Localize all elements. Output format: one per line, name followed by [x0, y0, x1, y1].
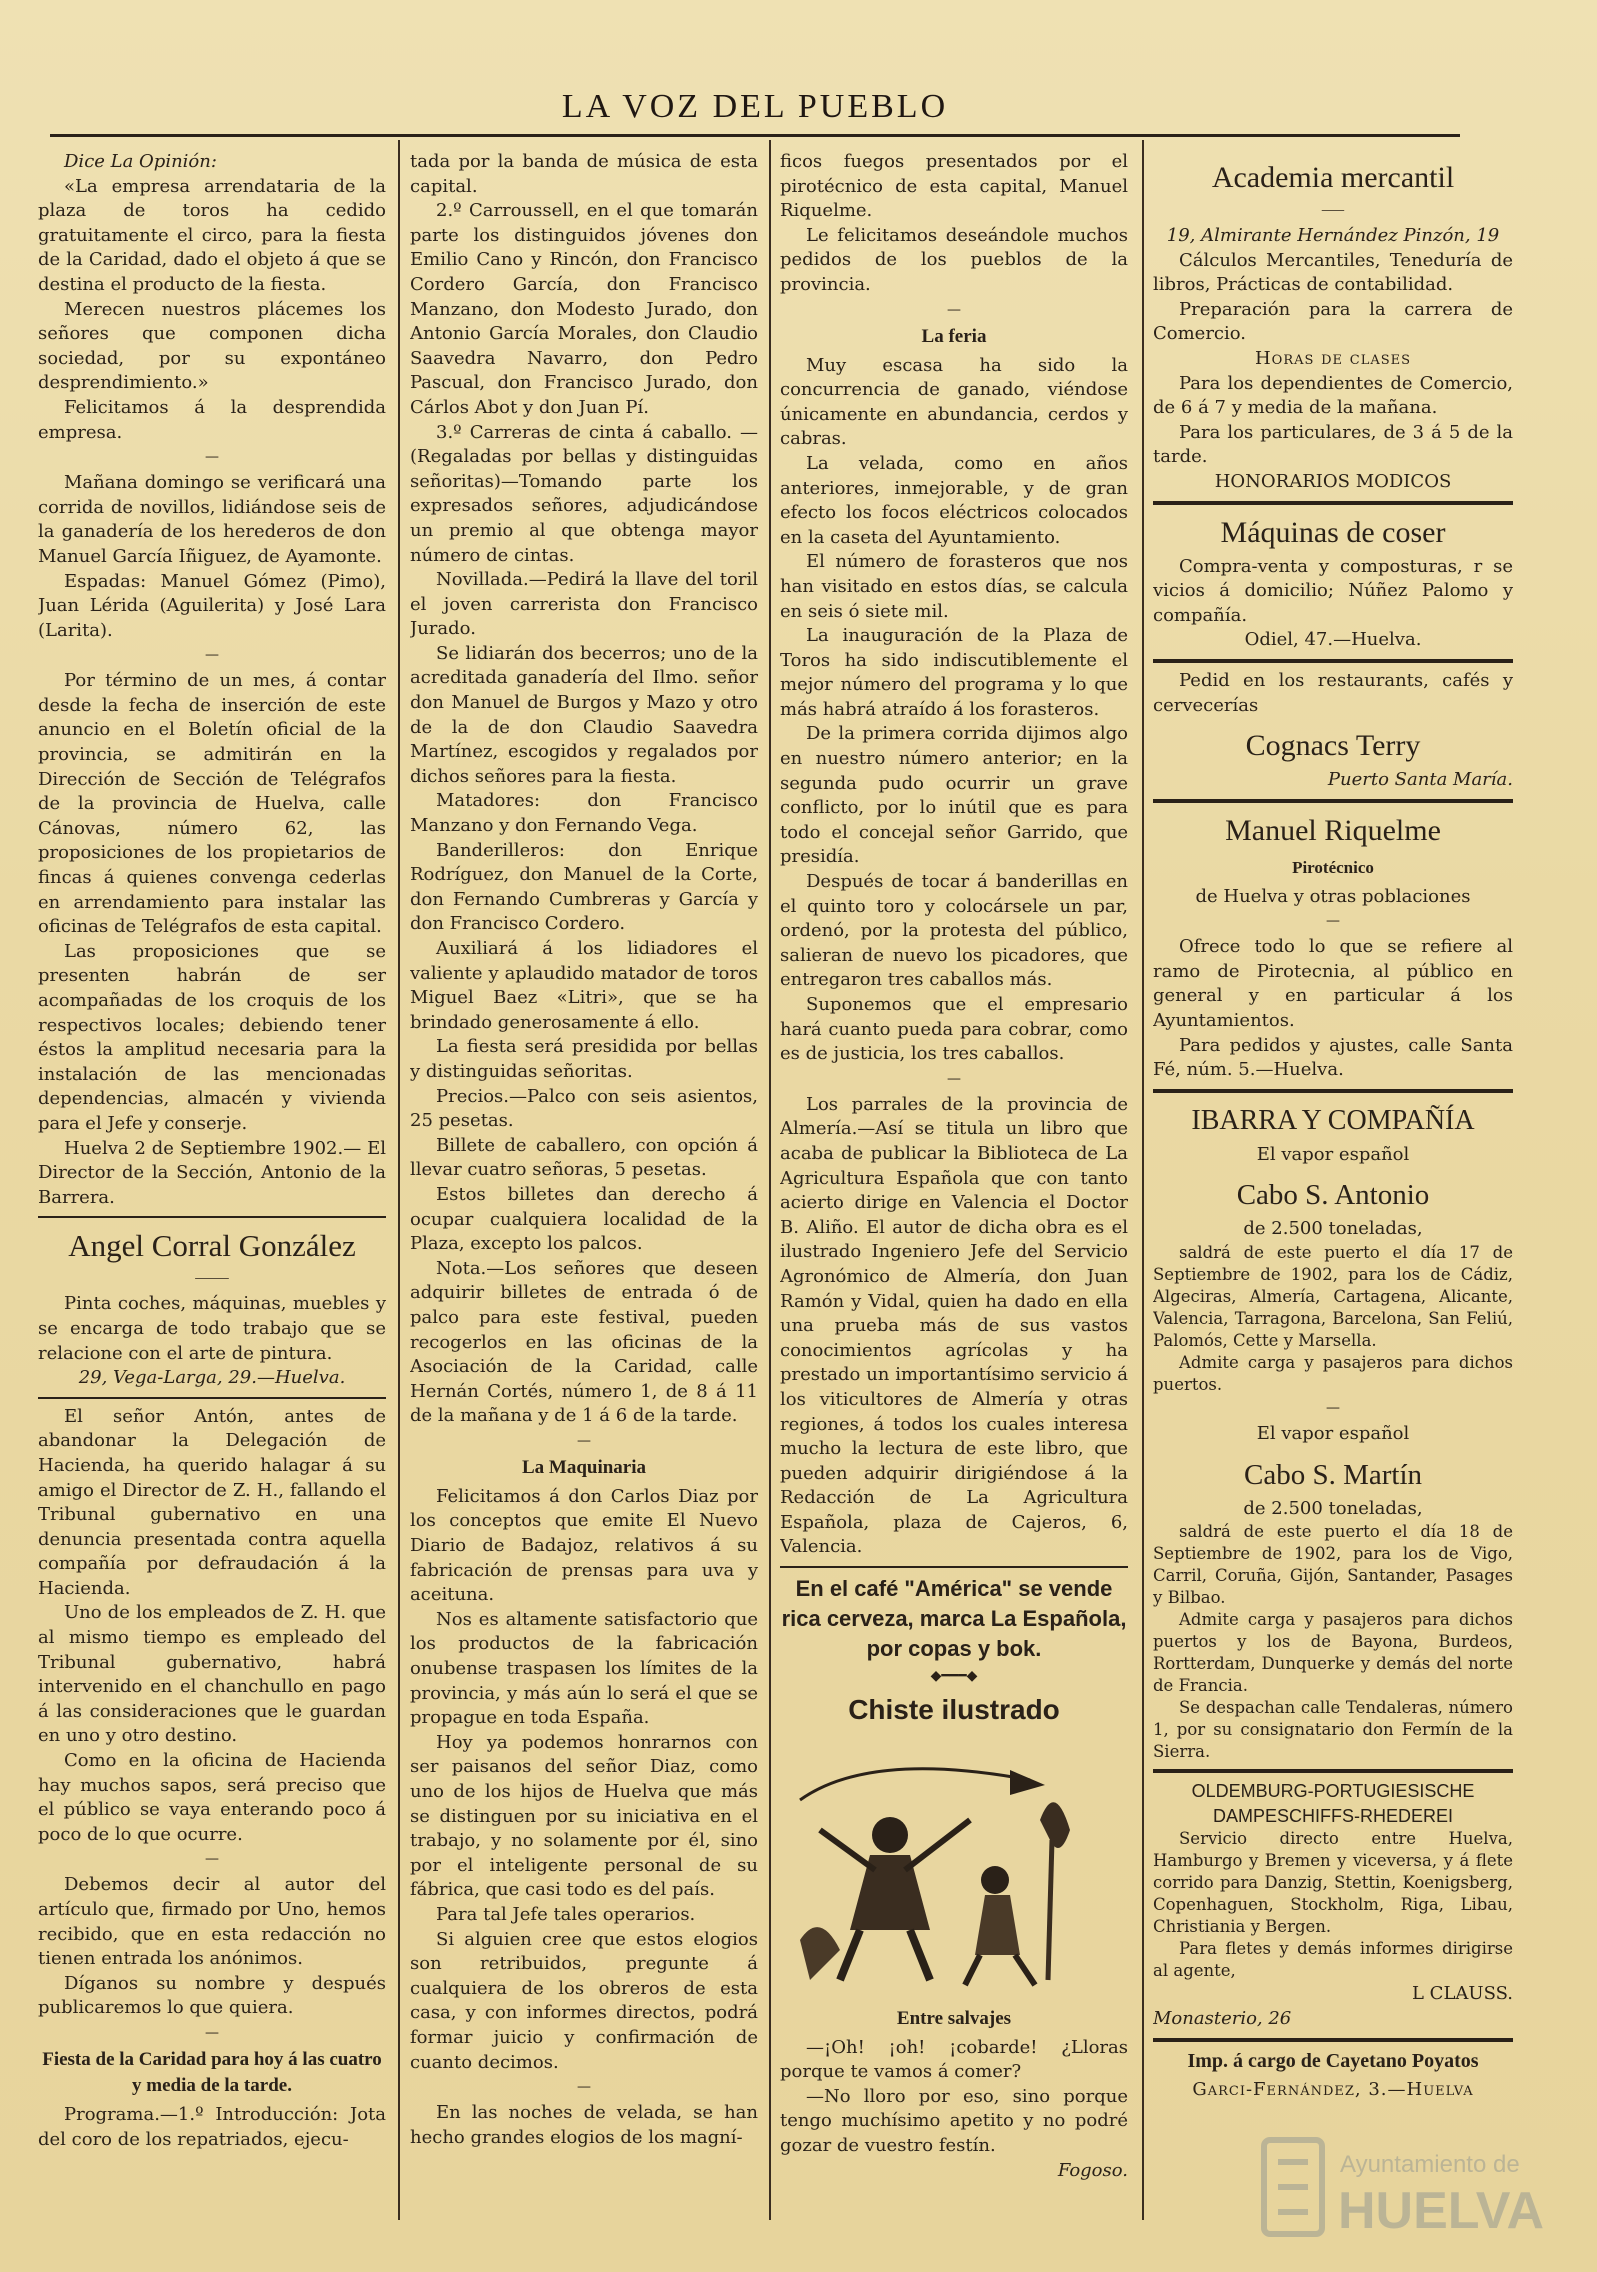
paragraph: Se despachan calle Tendaleras, número 1, por su consignatario don Fermín de la Sierra.	[1153, 1698, 1513, 1762]
ornament: ◆━━━◆	[930, 1668, 978, 1685]
masthead: LA VOZ DEL PUEBLO	[561, 88, 949, 125]
paragraph: Uno de los empleados de Z. H. que al mismo tiempo es empleado del Tribunal gubernativo, habrá intervenido en el chanchullo en pago á las consideraciones que le guardan en uno y otro destino.	[38, 1602, 386, 1747]
paragraph: Si alguien cree que estos elogios son retribuidos, pregunte á cualquiera de los obreros de esta casa, y con informes directos, podrá formar juicio y confirmación de cuanto decimos.	[410, 1928, 758, 2073]
figure2-head	[981, 1866, 1009, 1894]
paragraph: Le felicitamos deseándole muchos pedidos de los pueblos de la provincia.	[780, 224, 1128, 295]
paragraph: El número de forasteros que nos han visitado en estos días, se calcula en seis ó siete mil.	[780, 551, 1128, 622]
paragraph: Nota.—Los señores que deseen adquirir billetes de entrada ó de palco para este festival, pueden recogerlos en las oficinas de la Asociación de la Caridad, calle Hernán Cortés, número 1, de 8 á 11 de la mañana y de 1 á 6 de la tarde.	[410, 1257, 758, 1427]
ad-line: de 2.500 toneladas,	[1243, 1218, 1423, 1240]
ad-title-maquinas: Máquinas de coser	[1220, 515, 1446, 549]
ad-address: Monasterio, 26	[1153, 2008, 1292, 2029]
separator: —	[947, 1070, 961, 1087]
paragraph: «La empresa arrendataria de la plaza de toros ha cedido gratuitamente el circo, para la fiesta de la Caridad, dado el objeto á que se destina el producto de la fiesta.	[38, 175, 386, 295]
column-2	[410, 150, 758, 2230]
paragraph: Hoy ya podemos honrarnos con ser paisanos del señor Diaz, como uno de los hijos de Huelva que más se distinguen por su iniciativa en el trabajo, y no solamente por él, sino por el inteligente personal de su fábrica, que casi todo es del país.	[410, 1731, 758, 1901]
ad-title-cognacs: Cognacs Terry	[1245, 729, 1421, 763]
heading-fiesta: Fiesta de la Caridad para hoy á las cuatro y media de la tarde.	[42, 2048, 382, 2096]
paragraph: Estos billetes dan derecho á ocupar cualquiera localidad de la Plaza, excepto los palcos.	[410, 1183, 758, 1255]
paragraph: El señor Antón, antes de abandonar la Delegación de Hacienda, ha querido halagar á su amigo el Director de Z. H., fallando el Tribunal gubernativo en una denuncia presentada contra aquella compañía por defraudación á la Hacienda.	[38, 1405, 386, 1599]
paragraph: De la primera corrida dijimos algo en nuestro número anterior; en la segunda pudo ocurrir un grave conflicto, por lo inútil que es para todo el concejal señor Garrido, que presidía.	[780, 723, 1128, 868]
paragraph: Auxiliará á los lidiadores el valiente y aplaudido matador de toros Miguel Baez «Litri», que se ha brindado generosamente á ello.	[410, 938, 758, 1033]
paragraph: Compra-venta y composturas, r se vicios á domicilio; Núñez Palomo y compañía.	[1153, 555, 1513, 626]
ad-address: 29, Vega-Larga, 29.—Huelva.	[78, 1367, 346, 1389]
paragraph: Admite carga y pasajeros para dichos puertos y los de Bayona, Burdeos, Rortterdam, Dunquerke y demás del norte de Francia.	[1153, 1610, 1513, 1696]
ship-name: Cabo S. Antonio	[1236, 1179, 1430, 1212]
signature: Fogoso.	[1057, 2159, 1128, 2181]
paragraph: Para fletes y demás informes dirigirse al agente,	[1153, 1939, 1513, 1981]
paragraph: En las noches de velada, se han hecho grandes elogios de los magní-	[410, 2102, 758, 2148]
paragraph: Programa.—1.º Introducción: Jota del coro de los repatriados, ejecu-	[38, 2103, 386, 2150]
divider	[38, 1397, 386, 1399]
divider	[780, 1566, 1128, 1568]
printer-address: Garci-Fernández, 3.—Huelva	[1192, 2078, 1474, 2100]
paragraph: Billete de caballero, con opción á llevar cuatro señoras, 5 pesetas.	[410, 1134, 758, 1181]
figure-head	[872, 1817, 908, 1853]
paragraph: Mañana domingo se verificará una corrida de novillos, lidiándose seis de la ganadería de los herederos de don Manuel García Iñiguez, de Ayamonte.	[38, 472, 386, 567]
separator: ⸺	[1321, 202, 1345, 218]
paragraph: Para tal Jefe tales operarios.	[436, 1903, 696, 1925]
paragraph: Merecen nuestros plácemes los señores que componen dicha sociedad, por su expontáneo desprendimiento.»	[38, 298, 386, 394]
column-4	[1153, 150, 1513, 2230]
paragraph: —No lloro por eso, sino porque tengo muchísimo apetito y no podré gozar de vuestro festín.	[780, 2085, 1128, 2157]
paragraph: Debemos decir al autor del artículo que, firmado por Uno, hemos recibido, que en esta redacción no tienen entrada los anónimos.	[38, 1874, 386, 1970]
ad-subheading: Pirotécnico	[1292, 857, 1374, 877]
ad-address: Odiel, 47.—Huelva.	[1244, 629, 1422, 651]
separator: —	[577, 2079, 591, 2096]
ad-title-ibarra: IBARRA Y COMPAÑÍA	[1191, 1104, 1475, 1136]
watermark-line1: Ayuntamiento de	[1340, 2151, 1520, 2178]
ad-title-academia: Academia mercantil	[1211, 161, 1455, 194]
paragraph: Novillada.—Pedirá la llave del toril el joven carrerista don Francisco Jurado.	[410, 569, 758, 640]
divider	[1153, 1089, 1513, 1093]
paragraph: —¡Oh! ¡oh! ¡cobarde! ¿Lloras porque te vamos á comer?	[780, 2036, 1128, 2083]
divider	[1153, 659, 1513, 663]
paragraph: Admite carga y pasajeros para dichos puertos.	[1153, 1353, 1513, 1395]
separator: —	[205, 1851, 219, 1868]
column-rule	[1142, 140, 1144, 2220]
paragraph: saldrá de este puerto el día 18 de Septiembre de 1902, para los de Vigo, Carril, Coruña, Gijón, Santander, Pasages y Bilbao.	[1153, 1522, 1513, 1608]
paragraph: Después de tocar á banderillas en el quinto toro y colocársele un par, ordenó, por la protesta del público, salieran de nuevo los picadores, que entregaron tres caballos más.	[780, 871, 1128, 991]
paragraph: La velada, como en años anteriores, inmejorable, y de gran efecto los focos eléctricos colocados en la caseta del Ayuntamiento.	[780, 452, 1128, 548]
paragraph: Por término de un mes, á contar desde la fecha de inserción de este anuncio en el Boletín oficial de la provincia, se admitirán en la Dirección de Sección de Telégrafos de la provincia de Huelva, calle Cánovas, número 62, las proposiciones de los propietarios de fincas á quienes convenga cederlas en arrendamiento para instalar las oficinas de Telégrafos de esta capital.	[38, 670, 386, 938]
paragraph: Suponemos que el empresario hará cuanto pueda para cobrar, como es de justicia, los tres caballos.	[780, 994, 1128, 1065]
paragraph: Pinta coches, máquinas, muebles y se encarga de todo trabajo que se relacione con el arte de pintura.	[38, 1293, 386, 1364]
ad-line: El vapor español	[1256, 1423, 1410, 1445]
paragraph: Huelva 2 de Septiembre 1902.— El Director de la Sección, Antonio de la Barrera.	[38, 1137, 386, 1208]
paragraph: Las proposiciones que se presenten habrán de ser acompañadas de los croquis de los respectivos locales; debiendo tener éstos la amplitud necesaria para la instalación de las mencionadas dependencias, almacén y vivienda para el Jefe y conserje.	[38, 940, 386, 1134]
heading-feria: La feria	[921, 325, 987, 347]
ad-line: OLDEMBURG-PORTUGIESISCHE	[1191, 1781, 1475, 1802]
ad-line: de Huelva y otras poblaciones	[1195, 885, 1471, 907]
printer-imprint: Imp. á cargo de Cayetano Poyatos	[1187, 2049, 1479, 2072]
separator: —	[205, 449, 219, 466]
divider	[38, 1216, 386, 1218]
paragraph: Espadas: Manuel Gómez (Pimo), Juan Lérida (Aguilerita) y José Lara (Larita).	[38, 570, 386, 641]
paragraph: Muy escasa ha sido la concurrencia de ganado, viéndose únicamente en abundancia, cerdos y cabras.	[780, 354, 1128, 450]
separator: —	[205, 2024, 219, 2041]
paragraph: Banderilleros: don Enrique Rodríguez, don Manuel de la Corte, don Fernando Cumbreras y García y don Francisco Cordero.	[410, 839, 758, 935]
paragraph: Se lidiarán dos becerros; uno de la acreditada ganadería del Ilmo. señor don Manuel de Burgos y Mazo y otro de la de don Claudio Saavedra Martínez, escogidos y regalados por dichos señores para la fiesta.	[410, 642, 758, 787]
ayuntamiento-watermark	[1260, 2132, 1560, 2242]
divider	[1153, 2038, 1513, 2042]
paragraph: Para los dependientes de Comercio, de 6 á 7 y media de la mañana.	[1153, 372, 1513, 419]
paragraph: Matadores: don Francisco Manzano y don Fernando Vega.	[410, 790, 758, 837]
paragraph: Cálculos Mercantiles, Teneduría de libros, Prácticas de contabilidad.	[1153, 249, 1513, 296]
paragraph: Para pedidos y ajustes, calle Santa Fé, núm. 5.—Huelva.	[1153, 1034, 1513, 1081]
paragraph: Preparación para la carrera de Comercio.	[1153, 298, 1513, 345]
column-1	[38, 150, 386, 2230]
watermark-line2: HUELVA	[1338, 2182, 1545, 2240]
paragraph: Ofrece todo lo que se refiere al ramo de Pirotecnia, al público en general y en particular á los Ayuntamientos.	[1153, 936, 1513, 1032]
ad-subheading: Horas de clases	[1254, 347, 1412, 369]
separator: —	[577, 1432, 591, 1449]
column-3	[780, 150, 1128, 2230]
paragraph: La fiesta será presidida por bellas y distinguidas señoritas.	[410, 1036, 758, 1082]
cartoon-illustration	[780, 1740, 1080, 1990]
heading-entre-salvajes: Entre salvajes	[896, 2007, 1012, 2029]
paragraph: 3.º Carreras de cinta á caballo. —(Regaladas por bellas y distinguidas señoritas)—Tomando parte los expresados señores, adjudicándose un premio al que obtenga mayor número de cintas.	[410, 421, 758, 566]
paragraph: ficos fuegos presentados por el pirotécnico de esta capital, Manuel Riquelme.	[780, 151, 1128, 222]
column-rule	[398, 140, 400, 2220]
paragraph: Servicio directo entre Huelva, Hamburgo y Bremen y viceversa, y á flete corrido para Danzig, Stettin, Koenigsberg, Copenhaguen, Stockholm, Riga, Libau, Christiania y Bergen.	[1153, 1829, 1513, 1937]
ad-line: HONORARIOS MODICOS	[1214, 470, 1452, 492]
ad-title-riquelme: Manuel Riquelme	[1225, 813, 1441, 847]
separator: —	[1326, 913, 1340, 930]
ad-address: Puerto Santa María.	[1327, 769, 1513, 791]
paragraph: Los parrales de la provincia de Almería.—Así se titula un libro que acaba de publicar la Biblioteca de La Agricultura Española que con tanto acierto dirige en Valencia el Doctor B. Aliño. El autor de dicha obra es el ilustrado Ingeniero Jefe del Servicio Agronómico de Almería, don Juan Ramón y Vidal, quien ha dado en ella una prueba más de sus vastos conocimientos agrícolas y ha prestado un importantísimo servicio á los viticultores de Almería y otras regiones, á todos los cuales interesa mucho la lectura de este libro, que pueden adquirir dirigiéndose á la Redacción de La Agricultura Española, plaza de Cajeros, 6, Valencia.	[780, 1093, 1128, 1558]
ad-address: 19, Almirante Hernández Pinzón, 19	[1166, 225, 1500, 246]
column-rule	[769, 140, 771, 2220]
separator: —	[205, 647, 219, 664]
paragraph: 2.º Carroussell, en el que tomarán parte los distinguidos jóvenes don Emilio Cano y Rincón, don Francisco Cordero García, don Francisco Manzano, don Modesto Jurado, don Antonio García Morales, don Claudio Saavedra Navarro, don Pedro Pascual, don Francisco Jurado, don Cárlos Abot y don Juan Pí.	[410, 200, 758, 418]
ad-title-corral: Angel Corral González	[68, 1228, 356, 1264]
heading-maquinaria: La Maquinaria	[521, 1456, 647, 1478]
paragraph: Precios.—Palco con seis asientos, 25 pesetas.	[410, 1085, 758, 1132]
separator: —	[947, 301, 961, 318]
heading-chiste: Chiste ilustrado	[848, 1694, 1060, 1726]
ad-line: L CLAUSS.	[1412, 1983, 1513, 2005]
paragraph: La inauguración de la Plaza de Toros ha sido indiscutiblemente el mejor número del programa y lo que más habrá atraído á los forasteros.	[780, 625, 1128, 720]
paragraph: Para los particulares, de 3 á 5 de la tarde.	[1153, 421, 1513, 468]
ship-name: Cabo S. Martín	[1243, 1458, 1423, 1491]
paragraph: Nos es altamente satisfactorio que los productos de la fabricación onubense traspasen los límites de la provincia, y más aún lo será el que se propague en toda España.	[410, 1608, 758, 1729]
paragraph: Dice La Opinión:	[64, 151, 217, 172]
divider	[1153, 799, 1513, 803]
ad-line: El vapor español	[1256, 1143, 1410, 1165]
paragraph: Como en la oficina de Hacienda hay muchos sapos, será preciso que el público se vaya enterando poco á poco de lo que ocurre.	[38, 1750, 386, 1845]
paragraph: Pedid en los restaurants, cafés y cervecerías	[1153, 669, 1513, 716]
paragraph: Díganos su nombre y después publicaremos lo que quiera.	[38, 1972, 386, 2019]
paragraph: saldrá de este puerto el día 17 de Septiembre de 1902, para los de Cádiz, Algeciras, Almería, Cartagena, Alicante, Valencia, Tarragona, Barcelona, San Feliú, Palomós, Cette y Marsella.	[1153, 1243, 1513, 1351]
separator: —	[1326, 1400, 1340, 1417]
divider	[1153, 501, 1513, 505]
ad-line: de 2.500 toneladas,	[1243, 1497, 1423, 1519]
ad-cafe-america: En el café "América" se vende rica cerveza, marca La Española, por copas y bok.	[781, 1576, 1127, 1662]
watermark-shield-bars	[1278, 2162, 1308, 2212]
ad-line: DAMPESCHIFFS-RHEDEREI	[1212, 1805, 1454, 1826]
divider	[1153, 1769, 1513, 1773]
paragraph: Felicitamos á don Carlos Diaz por los conceptos que emite El Nuevo Diario de Badajoz, relativos á su fabricación de prensas para uva y aceituna.	[410, 1485, 758, 1606]
separator: ⸻	[194, 1270, 230, 1287]
masthead-rule	[50, 134, 1460, 137]
paragraph: tada por la banda de música de esta capital.	[410, 151, 758, 197]
paragraph: Felicitamos á la desprendida empresa.	[38, 396, 386, 443]
